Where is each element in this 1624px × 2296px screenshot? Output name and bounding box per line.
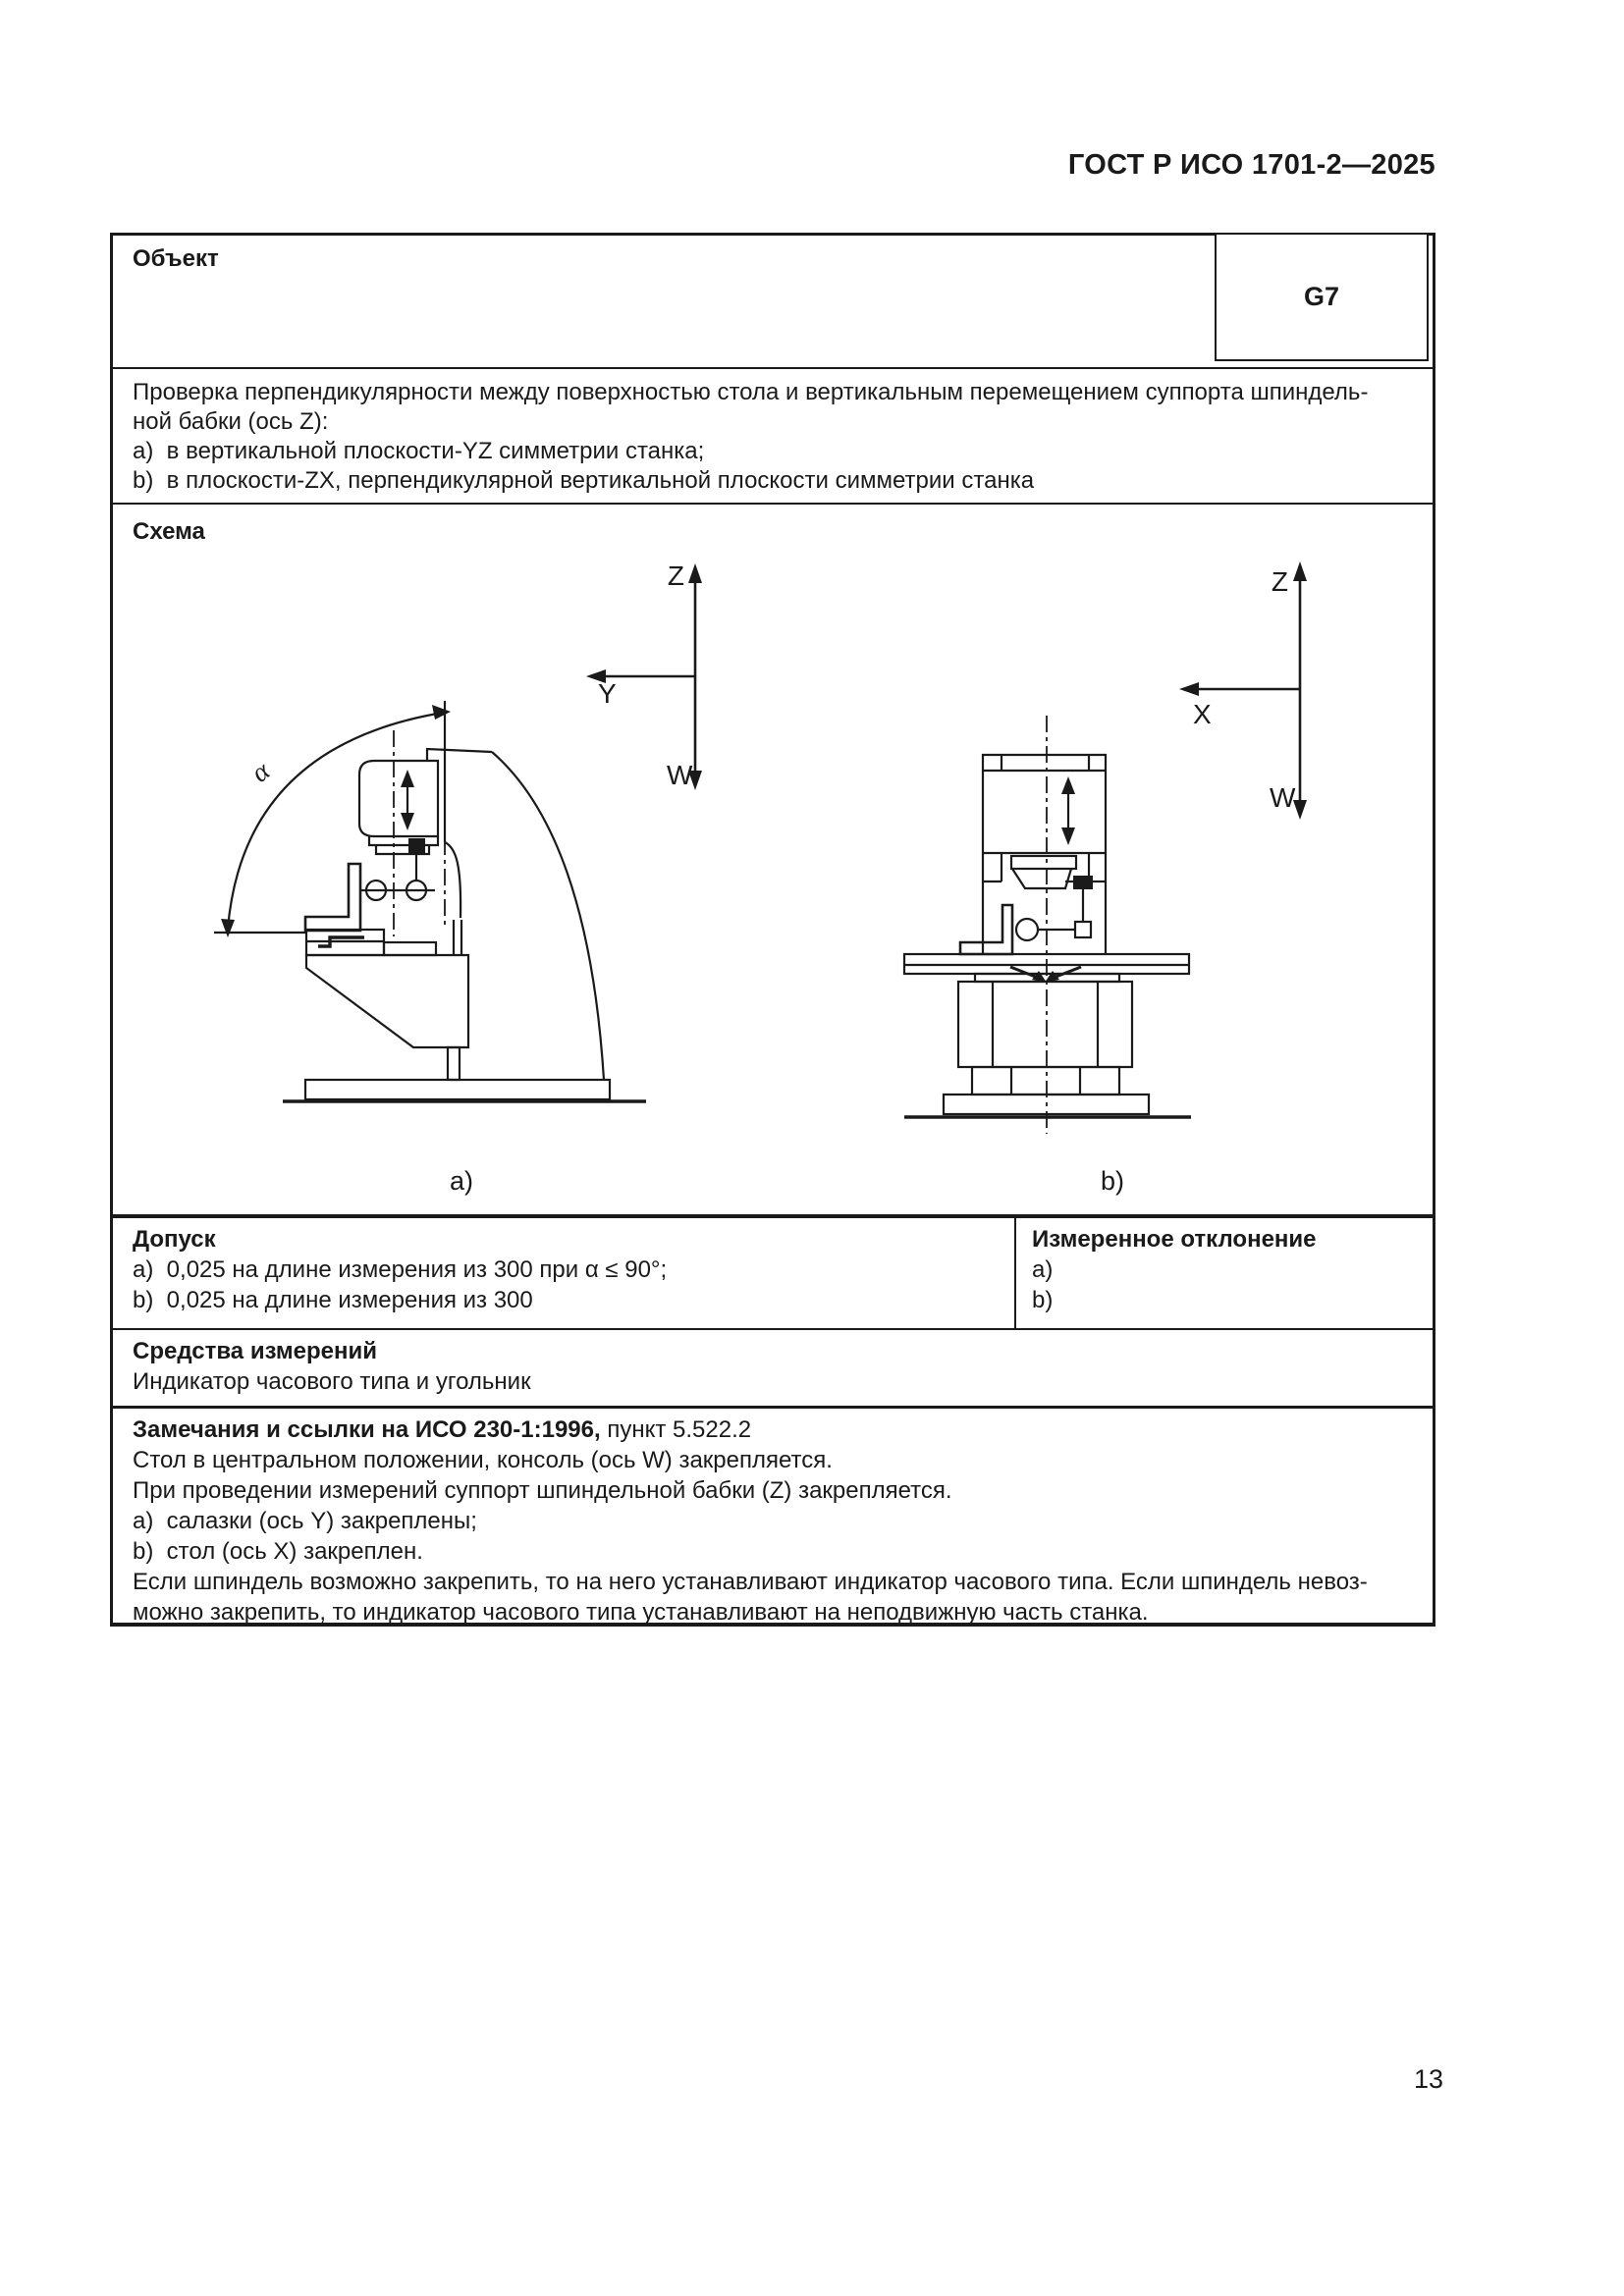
axis-label-x: X [1193,699,1212,729]
notes-line: можно закрепить, то индикатор часового типа устанавливают на неподвижную часть станка. [133,1599,1149,1626]
deviation-cell [1016,1218,1433,1328]
tolerance-cell [113,1218,1014,1328]
tolerance-line: b) 0,025 на длине измерения из 300 [133,1287,533,1313]
axis-label-w: W [1270,782,1296,813]
description-line: b) в плоскости-ZX, перпендикулярной вертикальной плоскости симметрии станка [133,467,1035,494]
notes-title-rest: пункт 5.522.2 [600,1416,752,1443]
description-row [110,367,1435,503]
deviation-line: b) [1032,1287,1054,1313]
object-title: Объект [133,245,219,272]
indicator-mount-block [1073,876,1093,889]
notes-title-bold: Замечания и ссылки на ИСО 230-1:1996, [133,1416,601,1443]
notes-line: Если шпиндель возможно закрепить, то на него устанавливают индикатор часового типа. Если шпиндель невоз- [133,1569,1368,1595]
schema-row [110,503,1435,1214]
axis-label-z: Z [667,561,684,591]
notes-title [133,1415,1413,1445]
page-number: 13 [1413,2064,1443,2094]
notes-line: Стол в центральном положении, консоль (ось W) закрепляется. [133,1447,833,1473]
axes-left [594,571,695,783]
test-code: G7 [1303,282,1340,311]
instruments-text: Индикатор часового типа и угольник [133,1368,531,1395]
tolerance-row [110,1214,1435,1328]
test-code-box [1215,233,1429,361]
axes-right-arrowheads [1179,561,1307,820]
axis-label-y: Y [598,678,617,709]
description-line: a) в вертикальной плоскости-YZ симметрии станка; [133,438,705,464]
description-line: ной бабки (ось Z): [133,408,329,435]
axis-label-w: W [667,760,693,790]
instruments-row [110,1328,1435,1406]
tolerance-title: Допуск [133,1226,216,1253]
axis-label-z: Z [1271,566,1288,597]
machine-front-view [904,716,1191,1134]
indicator-mount-block [408,838,425,853]
deviation-line: a) [1032,1256,1054,1283]
tolerance-line: a) 0,025 на длине измерения из 300 при α ≤ 90°; [133,1256,668,1283]
notes-line: b) стол (ось X) закреплен. [133,1538,423,1565]
schema-diagram [115,507,1435,1212]
diagram-b-label: b) [1101,1166,1125,1196]
notes-line: При проведении измерений суппорт шпиндельной бабки (Z) закрепляется. [133,1477,952,1504]
diagram-a-label: a) [450,1166,474,1196]
machine-front-view-fills [1032,776,1093,983]
description-line: Проверка перпендикулярности между поверхностью стола и вертикальным перемещением суппорта шпиндель- [133,379,1369,405]
alpha-angle-label: α [245,756,276,789]
axes-right [1187,569,1300,813]
schema-title: Схема [133,518,205,545]
notes-row [110,1406,1435,1627]
instruments-title: Средства измерений [133,1338,378,1364]
notes-line: a) салазки (ось Y) закреплены; [133,1508,477,1534]
document-header: ГОСТ Р ИСО 1701-2—2025 [1067,149,1435,181]
machine-side-view-fills [221,705,451,937]
deviation-title: Измеренное отклонение [1032,1226,1317,1253]
machine-side-view [214,701,646,1101]
